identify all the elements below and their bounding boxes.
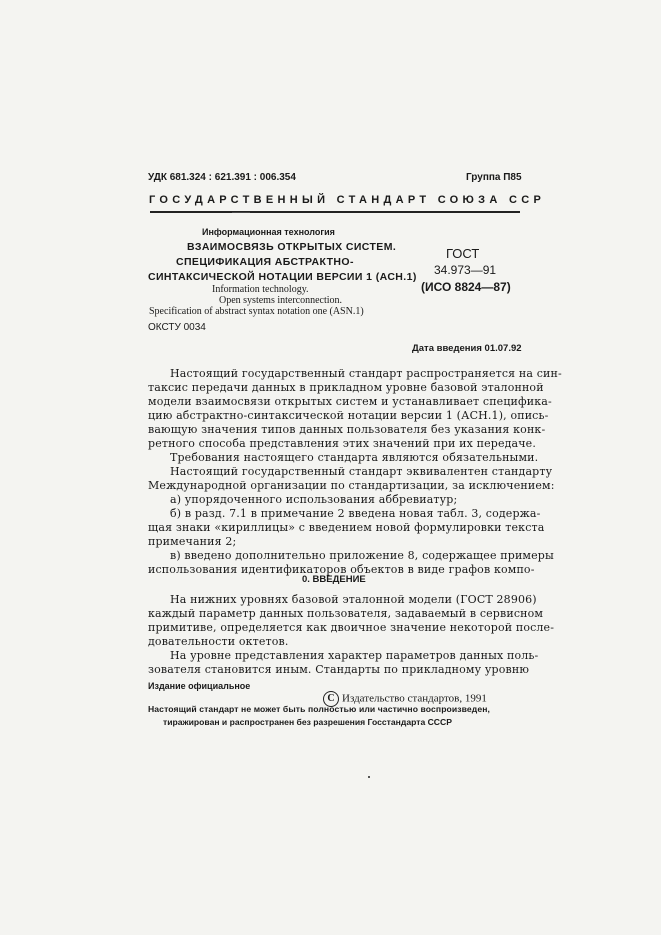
intro-line: примитиве, определяется как двоичное значение некоторой после- xyxy=(148,621,555,634)
body-line: б) в разд. 7.1 в примечание 2 введена новая табл. 3, содержа- xyxy=(170,507,541,520)
body-line: в) введено дополнительно приложение 8, содержащее примеры xyxy=(170,549,554,562)
intro-line: зователя становится иным. Стандарты по прикладному уровню xyxy=(148,663,530,676)
publisher-name: Издательство стандартов, 1991 xyxy=(342,692,487,705)
body-line: цию абстрактно-синтаксической нотации версии 1 (АСН.1), опись- xyxy=(148,409,549,422)
oksty-code: ОКСТУ 0034 xyxy=(148,322,206,333)
official-edition: Издание официальное xyxy=(148,681,251,691)
copyright-icon: C xyxy=(323,691,339,707)
intro-line: довательности октетов. xyxy=(148,635,289,648)
body-line: Настоящий государственный стандарт распространяется на син- xyxy=(170,367,562,380)
body-line: модели взаимосвязи открытых систем и устанавливает специфика- xyxy=(148,395,552,408)
gost-label: ГОСТ xyxy=(446,246,480,261)
english-title-1: Information technology. xyxy=(212,284,309,295)
body-line: ретного способа представления этих значений при их передаче. xyxy=(148,437,536,450)
body-line: таксис передачи данных в прикладном уровне базовой эталонной xyxy=(148,381,544,394)
iso-number: (ИСО 8824—87) xyxy=(421,280,511,294)
intro-line: каждый параметр данных пользователя, задаваемый в сервисном xyxy=(148,607,544,620)
page-speck xyxy=(368,776,370,778)
reproduction-note-2: тиражирован и распространен без разрешения Госстандарта СССР xyxy=(163,717,452,727)
body-line: Международной организации по стандартизации, за исключением: xyxy=(148,479,555,492)
header-divider xyxy=(150,211,520,213)
english-title-2: Open systems interconnection. xyxy=(219,295,343,306)
intro-line: На уровне представления характер параметров данных поль- xyxy=(170,649,539,662)
body-line: а) упорядоченного использования аббревиатур; xyxy=(170,493,458,506)
state-standard-banner: ГОСУДАРСТВЕННЫЙ СТАНДАРТ СОЮЗА ССР xyxy=(149,194,546,206)
body-line: Настоящий государственный стандарт эквивалентен стандарту xyxy=(170,465,553,478)
group-code: Группа П85 xyxy=(466,172,522,183)
body-line: примечания 2; xyxy=(148,535,237,548)
title-line-2: СПЕЦИФИКАЦИЯ АБСТРАКТНО- xyxy=(176,256,354,268)
body-line: вающую значения типов данных пользователя без указания конк- xyxy=(148,423,546,436)
title-category: Информационная технология xyxy=(202,227,335,237)
divider-tick xyxy=(232,212,250,213)
english-title-3: Specification of abstract syntax notation one (ASN.1) xyxy=(149,306,364,317)
udk-code: УДК 681.324 : 621.391 : 006.354 xyxy=(148,172,296,183)
body-line: Требования настоящего стандарта являются обязательными. xyxy=(170,451,539,464)
body-line: щая знаки «кириллицы» с введением новой формулировки текста xyxy=(148,521,545,534)
intro-date: Дата введения 01.07.92 xyxy=(412,343,522,354)
intro-line: На нижних уровнях базовой эталонной модели (ГОСТ 28906) xyxy=(170,593,537,606)
title-line-1: ВЗАИМОСВЯЗЬ ОТКРЫТЫХ СИСТЕМ. xyxy=(187,241,397,253)
reproduction-note-1: Настоящий стандарт не может быть полностью или частично воспроизведен, xyxy=(148,704,491,714)
body-line: использования идентификаторов объектов в виде графов компо- xyxy=(148,563,535,576)
gost-number: 34.973—91 xyxy=(434,263,497,277)
section-heading: 0. ВВЕДЕНИЕ xyxy=(302,574,366,585)
title-line-3: СИНТАКСИЧЕСКОЙ НОТАЦИИ ВЕРСИИ 1 (АСН.1) xyxy=(148,271,417,283)
